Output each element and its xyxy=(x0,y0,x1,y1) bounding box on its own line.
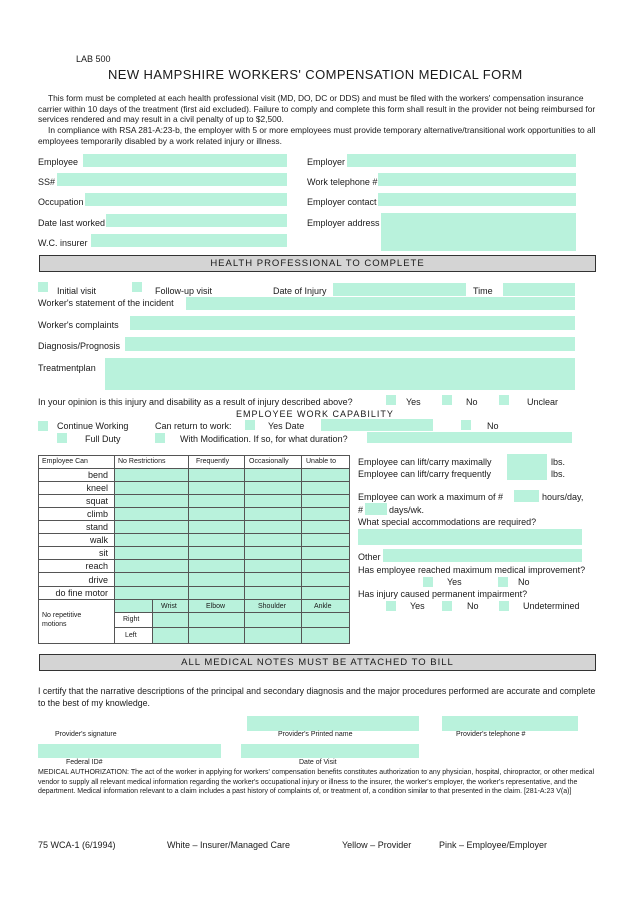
other-field[interactable] xyxy=(383,549,582,562)
other-label: Other xyxy=(358,552,381,562)
copy-yellow: Yellow – Provider xyxy=(342,840,412,850)
impairment-undetermined-label: Undetermined xyxy=(523,601,580,611)
lift-freq-unit: lbs. xyxy=(551,469,566,479)
opinion-question: In your opinion is this injury and disability as a result of injury described above? xyxy=(38,397,353,407)
occupation-field[interactable] xyxy=(85,193,287,206)
days-hash-label: # xyxy=(358,505,364,515)
employer-contact-field[interactable] xyxy=(378,193,576,206)
return-yes-checkbox[interactable] xyxy=(245,420,255,430)
grid-row-walk: walk xyxy=(89,535,108,545)
grid-row-do-fine-motor: do fine motor xyxy=(55,588,108,598)
joint-header-ankle: Ankle xyxy=(314,603,332,610)
certification-statement: I certify that the narrative descriptions of the principal and secondary diagnosis and the major procedures performed are accurate and complete to the best of my knowledge. xyxy=(38,686,596,708)
date-of-injury-field[interactable] xyxy=(333,283,466,296)
date-of-visit-field[interactable] xyxy=(241,744,419,758)
joint-cells[interactable] xyxy=(152,612,350,644)
days-wk-label: days/wk. xyxy=(389,505,425,515)
impairment-yes-label: Yes xyxy=(410,601,425,611)
provider-telephone-field[interactable] xyxy=(442,716,578,731)
accommodations-field[interactable] xyxy=(358,529,582,545)
form-number: 75 WCA-1 (6/1994) xyxy=(38,840,116,850)
grid-row-kneel: kneel xyxy=(86,483,108,493)
improvement-no-checkbox[interactable] xyxy=(498,577,508,587)
with-modification-checkbox[interactable] xyxy=(155,433,165,443)
opinion-unclear-label: Unclear xyxy=(527,397,559,407)
improvement-yes-checkbox[interactable] xyxy=(423,577,433,587)
joint-header-shoulder: Shoulder xyxy=(258,603,287,610)
medical-authorization-text: MEDICAL AUTHORIZATION: The act of the worker in applying for workers' compensation benefits constitutes authorization to any physician, hospital, chiropractor, or other medical vendor to supply all relevant medical information regarding the worker's occupational injury or illness to the insurer, the worker's employer, the worker's representative, and the department. Medical information relevant to a claim includes a past history of complaints of, or treatment of, a condition similar to that presented in the claim. [281-A:23 V(a)] xyxy=(38,769,595,796)
employer-contact-label: Employer contact xyxy=(307,197,377,207)
provider-printed-name-label: Provider's Printed name xyxy=(278,731,353,738)
date-of-visit-label: Date of Visit xyxy=(299,759,337,766)
work-capability-header: EMPLOYEE WORK CAPABILITY xyxy=(236,409,394,419)
with-modification-label: With Modification. If so, for what duration? xyxy=(180,434,348,444)
hours-per-day-field[interactable] xyxy=(514,490,539,502)
modification-duration-field[interactable] xyxy=(367,432,572,443)
ss-label: SS# xyxy=(38,177,56,187)
workers-statement-field[interactable] xyxy=(186,297,575,310)
grid-row-climb: climb xyxy=(86,509,108,519)
employer-address-label: Employer address xyxy=(307,218,380,228)
joint-header-wrist: Wrist xyxy=(161,603,177,610)
time-field[interactable] xyxy=(503,283,575,296)
grid-header-occasionally: Occasionally xyxy=(249,458,289,465)
grid-header-frequently: Frequently xyxy=(196,458,230,465)
joint-header-elbow: Elbow xyxy=(206,603,226,610)
employer-address-field[interactable] xyxy=(381,213,576,251)
workers-statement-label: Worker's statement of the incident xyxy=(38,298,174,308)
lift-max-field[interactable] xyxy=(507,454,547,467)
diagnosis-label: Diagnosis/Prognosis xyxy=(38,341,121,351)
lift-max-label: Employee can lift/carry maximally xyxy=(358,457,492,467)
copy-pink: Pink – Employee/Employer xyxy=(439,840,548,850)
opinion-no-label: No xyxy=(466,397,478,407)
impairment-yes-checkbox[interactable] xyxy=(386,601,396,611)
provider-telephone-label: Provider's telephone # xyxy=(456,731,526,738)
continue-working-label: Continue Working xyxy=(57,421,129,431)
grid-header-unable-to: Unable to xyxy=(306,458,336,465)
workers-complaints-field[interactable] xyxy=(130,316,575,330)
work-telephone-label: Work telephone # xyxy=(307,177,378,187)
work-telephone-field[interactable] xyxy=(378,173,576,186)
capability-grid xyxy=(38,455,350,644)
opinion-unclear-checkbox[interactable] xyxy=(499,395,509,405)
provider-printed-name-field[interactable] xyxy=(247,716,419,731)
permanent-impairment-label: Has injury caused permanent impairment? xyxy=(358,589,528,599)
federal-id-field[interactable] xyxy=(38,744,221,758)
side-right-label: Right xyxy=(123,616,140,623)
full-duty-label: Full Duty xyxy=(85,434,121,444)
time-label: Time xyxy=(473,286,493,296)
grid-row-squat: squat xyxy=(85,496,108,506)
grid-row-bend: bend xyxy=(87,470,108,480)
side-left-label: Left xyxy=(125,632,137,639)
grid-row-stand: stand xyxy=(85,522,108,532)
max-improvement-label: Has employee reached maximum medical improvement? xyxy=(358,565,586,575)
occupation-label: Occupation xyxy=(38,197,84,207)
work-max-label: Employee can work a maximum of # xyxy=(358,492,504,502)
impairment-no-label: No xyxy=(467,601,479,611)
workers-complaints-label: Worker's complaints xyxy=(38,320,119,330)
accommodations-label: What special accommodations are required? xyxy=(358,517,537,527)
grid-header-employee-can: Employee Can xyxy=(42,458,88,465)
full-duty-checkbox[interactable] xyxy=(57,433,67,443)
intro-paragraph-2: In compliance with RSA 281-A:23-b, the employer with 5 or more employees must provide temporary alternative/transitional work opportunities to all employees temporarily disabled by a work related injury or illness. xyxy=(38,125,596,146)
wc-insurer-label: W.C. insurer xyxy=(38,238,88,248)
date-of-injury-label: Date of Injury xyxy=(273,286,327,296)
return-no-label: No xyxy=(487,421,499,431)
intro-paragraph-1: This form must be completed at each health professional visit (MD, DO, DC or DDS) and must be filed with the workers' compensation insurance carrier within 10 days of the treatment (first aid excluded). Failure to comply and complete this form shall result in the provider not being reimbursed for services rendered and may result in a civil penalty of up to $2,500. xyxy=(38,93,596,125)
opinion-yes-checkbox[interactable] xyxy=(386,395,396,405)
date-last-worked-label: Date last worked xyxy=(38,218,106,228)
grid-row-sit: sit xyxy=(99,548,108,558)
health-professional-header: HEALTH PROFESSIONAL TO COMPLETE xyxy=(39,255,596,272)
opinion-yes-label: Yes xyxy=(406,397,421,407)
ss-field[interactable] xyxy=(57,173,287,186)
improvement-yes-label: Yes xyxy=(447,577,462,587)
grid-header-no-restrictions: No Restrictions xyxy=(118,458,166,465)
lift-freq-label: Employee can lift/carry frequently xyxy=(358,469,492,479)
employer-field[interactable] xyxy=(347,154,576,167)
initial-visit-checkbox[interactable] xyxy=(38,282,48,292)
provider-signature-label: Provider's signature xyxy=(55,731,117,738)
restriction-cells[interactable] xyxy=(114,468,350,613)
return-date-field[interactable] xyxy=(321,419,433,431)
medical-notes-header: ALL MEDICAL NOTES MUST BE ATTACHED TO BILL xyxy=(39,654,596,671)
wc-insurer-field[interactable] xyxy=(91,234,287,247)
federal-id-label: Federal ID# xyxy=(66,759,103,766)
improvement-no-label: No xyxy=(518,577,530,587)
impairment-undetermined-checkbox[interactable] xyxy=(499,601,509,611)
grid-row-drive: drive xyxy=(88,575,108,585)
copy-white: White – Insurer/Managed Care xyxy=(167,840,291,850)
form-code: LAB 500 xyxy=(76,54,111,64)
employee-label: Employee xyxy=(38,157,79,167)
employee-field[interactable] xyxy=(83,154,287,167)
return-no-checkbox[interactable] xyxy=(461,420,471,430)
days-per-week-field[interactable] xyxy=(365,503,387,515)
follow-up-visit-checkbox[interactable] xyxy=(132,282,142,292)
grid-row-reach: reach xyxy=(85,561,108,571)
no-repetitive-motions-label: No repetitive motions xyxy=(42,612,82,628)
treatment-plan-label: Treatmentplan xyxy=(38,363,96,373)
lift-freq-field[interactable] xyxy=(507,467,547,480)
initial-visit-label: Initial visit xyxy=(57,286,97,296)
hours-day-label: hours/day, xyxy=(542,492,584,502)
follow-up-visit-label: Follow-up visit xyxy=(155,286,213,296)
can-return-label: Can return to work: xyxy=(155,421,232,431)
yes-date-label: Yes Date xyxy=(268,421,305,431)
form-title: NEW HAMPSHIRE WORKERS' COMPENSATION MEDICAL FORM xyxy=(108,67,523,82)
treatment-plan-field[interactable] xyxy=(105,358,575,390)
employer-label: Employer xyxy=(307,157,346,167)
continue-working-checkbox[interactable] xyxy=(38,421,48,431)
opinion-no-checkbox[interactable] xyxy=(442,395,452,405)
date-last-worked-field[interactable] xyxy=(106,214,287,227)
lift-max-unit: lbs. xyxy=(551,457,566,467)
impairment-no-checkbox[interactable] xyxy=(442,601,452,611)
diagnosis-field[interactable] xyxy=(125,337,575,351)
